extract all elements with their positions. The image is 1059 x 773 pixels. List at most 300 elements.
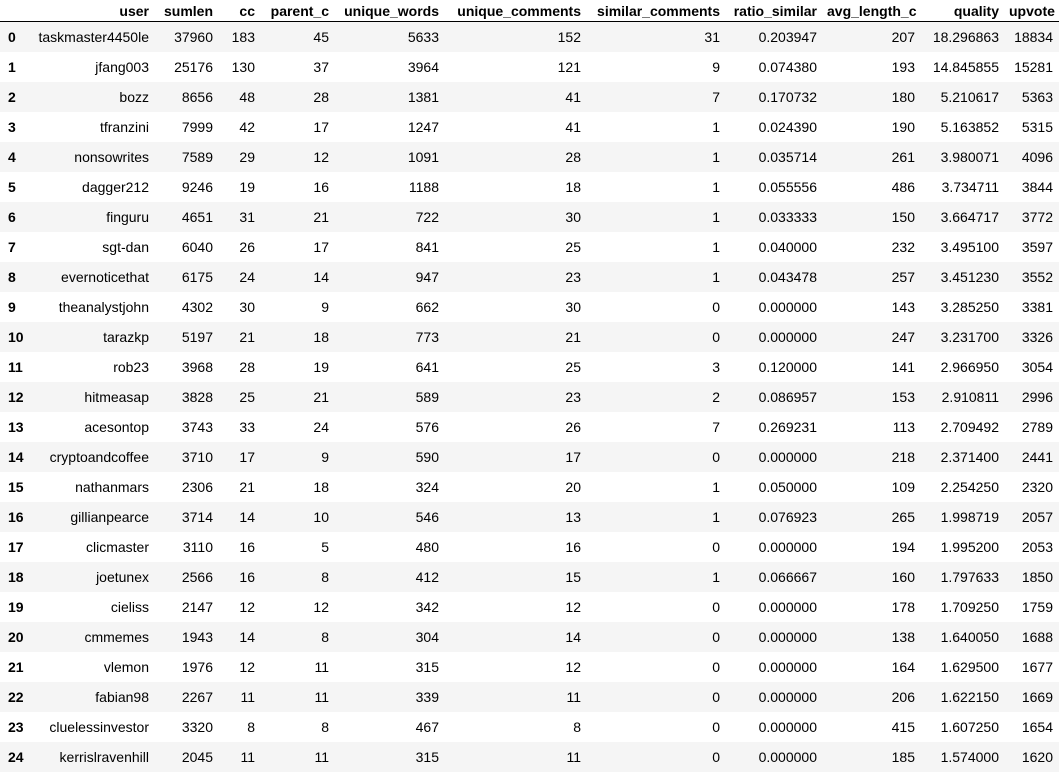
cell-user: rob23 — [113, 359, 149, 375]
table-row — [0, 232, 1059, 262]
cell-sumlen: 3743 — [181, 419, 213, 435]
cell-unique-comments: 11 — [566, 749, 581, 765]
column-header-cc: cc — [219, 0, 261, 22]
cell-avg-length-c: 113 — [892, 419, 915, 435]
cell-unique-comments: 18 — [565, 179, 581, 195]
cell-sumlen: 4302 — [181, 299, 213, 315]
cell-upvote: 2789 — [1021, 419, 1053, 435]
cell-similar-comments: 7 — [712, 89, 720, 105]
row-index: 13 — [8, 419, 24, 435]
cell-avg-length-c: 185 — [891, 749, 915, 765]
cell-unique-comments: 21 — [565, 329, 581, 345]
cell-quality: 3.451230 — [940, 269, 999, 285]
table-row — [0, 472, 1059, 502]
cell-unique-words: 315 — [415, 749, 439, 765]
cell-sumlen: 3320 — [181, 719, 213, 735]
table-row — [0, 292, 1059, 322]
cell-parent-c: 9 — [321, 299, 329, 315]
cell-avg-length-c: 232 — [891, 239, 915, 255]
cell-avg-length-c: 180 — [891, 89, 915, 105]
column-header-upvote: upvote — [1005, 0, 1059, 22]
cell-similar-comments: 0 — [712, 659, 720, 675]
cell-upvote: 1688 — [1021, 629, 1053, 645]
cell-upvote: 3326 — [1021, 329, 1053, 345]
cell-ratio-similar: 0.269231 — [758, 419, 817, 435]
column-header-quality: quality — [921, 0, 1005, 22]
cell-quality: 1.797633 — [940, 569, 999, 585]
cell-sumlen: 6175 — [181, 269, 213, 285]
cell-cc: 183 — [231, 29, 255, 45]
table-row — [0, 742, 1059, 772]
cell-unique-words: 1381 — [407, 89, 439, 105]
cell-ratio-similar: 0.055556 — [758, 179, 817, 195]
cell-unique-words: 773 — [415, 329, 439, 345]
cell-upvote: 3054 — [1021, 359, 1053, 375]
cell-similar-comments: 1 — [712, 509, 720, 525]
cell-parent-c: 14 — [313, 269, 329, 285]
cell-user: kerrislravenhill — [59, 749, 149, 765]
cell-parent-c: 21 — [313, 209, 329, 225]
cell-unique-words: 1188 — [408, 179, 439, 195]
cell-upvote: 1654 — [1021, 719, 1053, 735]
cell-unique-words: 641 — [415, 359, 439, 375]
column-header-user: user — [30, 0, 155, 22]
cell-cc: 26 — [239, 239, 255, 255]
cell-parent-c: 9 — [321, 449, 329, 465]
cell-quality: 2.371400 — [940, 449, 999, 465]
cell-unique-comments: 17 — [565, 449, 581, 465]
cell-unique-comments: 12 — [565, 599, 581, 615]
cell-avg-length-c: 207 — [891, 29, 915, 45]
cell-ratio-similar: 0.000000 — [758, 749, 817, 765]
cell-upvote: 2057 — [1021, 509, 1053, 525]
row-index: 12 — [8, 389, 24, 405]
cell-avg-length-c: 153 — [891, 389, 915, 405]
cell-sumlen: 1976 — [181, 659, 213, 675]
cell-ratio-similar: 0.086957 — [758, 389, 817, 405]
cell-ratio-similar: 0.120000 — [758, 359, 817, 375]
cell-unique-words: 1247 — [407, 119, 439, 135]
cell-user: clicmaster — [85, 539, 149, 555]
cell-unique-words: 315 — [415, 659, 439, 675]
cell-quality: 1.640050 — [940, 629, 999, 645]
table-row — [0, 322, 1059, 352]
cell-similar-comments: 1 — [712, 269, 720, 285]
cell-sumlen: 37960 — [174, 29, 213, 45]
cell-sumlen: 2566 — [181, 569, 213, 585]
row-index: 4 — [8, 149, 16, 165]
cell-quality: 3.231700 — [940, 329, 999, 345]
cell-quality: 1.709250 — [940, 599, 999, 615]
cell-similar-comments: 7 — [712, 419, 720, 435]
cell-quality: 1.629500 — [940, 659, 999, 675]
cell-unique-comments: 16 — [565, 539, 581, 555]
cell-unique-comments: 152 — [557, 29, 581, 45]
cell-similar-comments: 1 — [712, 119, 720, 135]
cell-ratio-similar: 0.000000 — [758, 689, 817, 705]
cell-user: evernoticethat — [61, 269, 149, 285]
cell-parent-c: 16 — [313, 179, 329, 195]
cell-parent-c: 19 — [313, 359, 329, 375]
cell-unique-words: 841 — [415, 239, 439, 255]
cell-cc: 14 — [239, 629, 255, 645]
cell-unique-words: 722 — [415, 209, 439, 225]
cell-upvote: 1759 — [1021, 599, 1053, 615]
row-index: 22 — [8, 689, 24, 705]
cell-sumlen: 3828 — [181, 389, 213, 405]
row-index: 15 — [8, 479, 24, 495]
cell-parent-c: 12 — [313, 599, 329, 615]
table-row — [0, 652, 1059, 682]
row-index: 21 — [8, 659, 24, 675]
cell-quality: 1.998719 — [940, 509, 999, 525]
cell-upvote: 3381 — [1021, 299, 1053, 315]
cell-sumlen: 9246 — [181, 179, 213, 195]
cell-quality: 1.622150 — [940, 689, 999, 705]
cell-sumlen: 5197 — [181, 329, 213, 345]
cell-sumlen: 2306 — [181, 479, 213, 495]
cell-ratio-similar: 0.035714 — [758, 149, 817, 165]
cell-ratio-similar: 0.066667 — [758, 569, 817, 585]
cell-cc: 16 — [239, 569, 255, 585]
cell-ratio-similar: 0.074380 — [758, 59, 817, 75]
cell-cc: 11 — [240, 689, 255, 705]
cell-unique-words: 947 — [415, 269, 439, 285]
cell-unique-words: 662 — [415, 299, 439, 315]
cell-sumlen: 7999 — [181, 119, 213, 135]
cell-similar-comments: 0 — [712, 329, 720, 345]
cell-avg-length-c: 415 — [891, 719, 915, 735]
cell-similar-comments: 0 — [712, 719, 720, 735]
cell-unique-comments: 41 — [565, 89, 581, 105]
cell-unique-comments: 13 — [565, 509, 581, 525]
cell-unique-comments: 30 — [565, 209, 581, 225]
cell-parent-c: 17 — [313, 119, 329, 135]
cell-cc: 17 — [239, 449, 255, 465]
row-index: 9 — [8, 299, 16, 315]
cell-similar-comments: 1 — [712, 209, 720, 225]
cell-cc: 48 — [239, 89, 255, 105]
cell-similar-comments: 1 — [712, 479, 720, 495]
cell-avg-length-c: 164 — [891, 659, 915, 675]
table-row — [0, 172, 1059, 202]
cell-similar-comments: 31 — [704, 29, 720, 45]
cell-user: bozz — [119, 89, 149, 105]
header-row — [0, 0, 1059, 22]
cell-avg-length-c: 486 — [891, 179, 915, 195]
cell-cc: 24 — [239, 269, 255, 285]
cell-avg-length-c: 261 — [891, 149, 915, 165]
cell-avg-length-c: 150 — [891, 209, 915, 225]
cell-user: vlemon — [103, 659, 149, 675]
cell-ratio-similar: 0.040000 — [758, 239, 817, 255]
cell-avg-length-c: 247 — [891, 329, 915, 345]
cell-user: cryptoandcoffee — [49, 449, 149, 465]
cell-similar-comments: 0 — [712, 689, 720, 705]
cell-parent-c: 21 — [313, 389, 329, 405]
cell-unique-words: 1091 — [407, 149, 439, 165]
cell-user: acesontop — [84, 419, 149, 435]
cell-quality: 2.254250 — [940, 479, 999, 495]
table-row — [0, 682, 1059, 712]
row-index: 7 — [8, 239, 16, 255]
cell-ratio-similar: 0.024390 — [758, 119, 817, 135]
cell-cc: 29 — [239, 149, 255, 165]
cell-ratio-similar: 0.000000 — [758, 719, 817, 735]
cell-quality: 2.966950 — [940, 359, 999, 375]
column-header-sumlen: sumlen — [155, 0, 219, 22]
cell-upvote: 1620 — [1021, 749, 1053, 765]
cell-sumlen: 7589 — [181, 149, 213, 165]
cell-user: cmmemes — [84, 629, 149, 645]
column-header-parent-c: parent_c — [261, 0, 335, 22]
cell-unique-words: 467 — [415, 719, 439, 735]
cell-upvote: 2996 — [1021, 389, 1053, 405]
cell-sumlen: 3110 — [182, 539, 213, 555]
cell-unique-words: 412 — [415, 569, 439, 585]
cell-parent-c: 8 — [321, 719, 329, 735]
cell-avg-length-c: 141 — [891, 359, 915, 375]
cell-avg-length-c: 218 — [891, 449, 915, 465]
cell-upvote: 1677 — [1021, 659, 1053, 675]
cell-user: tarazkp — [103, 329, 149, 345]
cell-cc: 130 — [231, 59, 255, 75]
table-row — [0, 262, 1059, 292]
cell-unique-comments: 26 — [565, 419, 581, 435]
cell-similar-comments: 1 — [712, 179, 720, 195]
cell-user: sgt-dan — [102, 239, 149, 255]
cell-upvote: 4096 — [1021, 149, 1053, 165]
table-row — [0, 382, 1059, 412]
cell-unique-words: 304 — [415, 629, 439, 645]
cell-unique-words: 576 — [415, 419, 439, 435]
table-row — [0, 412, 1059, 442]
cell-user: nonsowrites — [74, 149, 149, 165]
table-body — [0, 22, 1059, 773]
column-header-index — [0, 0, 30, 22]
cell-user: finguru — [106, 209, 149, 225]
cell-avg-length-c: 265 — [891, 509, 915, 525]
cell-ratio-similar: 0.000000 — [758, 299, 817, 315]
table-row — [0, 712, 1059, 742]
cell-cc: 21 — [239, 479, 255, 495]
row-index: 6 — [8, 209, 16, 225]
cell-parent-c: 37 — [313, 59, 329, 75]
cell-user: nathanmars — [75, 479, 149, 495]
cell-cc: 12 — [239, 599, 255, 615]
cell-ratio-similar: 0.000000 — [758, 539, 817, 555]
cell-sumlen: 2147 — [181, 599, 213, 615]
cell-ratio-similar: 0.033333 — [758, 209, 817, 225]
cell-parent-c: 28 — [313, 89, 329, 105]
cell-ratio-similar: 0.203947 — [758, 29, 817, 45]
cell-ratio-similar: 0.170732 — [758, 89, 817, 105]
cell-upvote: 3552 — [1021, 269, 1053, 285]
row-index: 19 — [8, 599, 24, 615]
row-index: 1 — [8, 59, 16, 75]
cell-quality: 3.980071 — [940, 149, 999, 165]
row-index: 18 — [8, 569, 24, 585]
row-index: 17 — [8, 539, 24, 555]
cell-quality: 5.163852 — [940, 119, 999, 135]
cell-parent-c: 12 — [313, 149, 329, 165]
cell-user: taskmaster4450le — [38, 29, 149, 45]
cell-parent-c: 11 — [314, 659, 329, 675]
cell-user: dagger212 — [82, 179, 149, 195]
cell-upvote: 3597 — [1021, 239, 1053, 255]
table-row — [0, 22, 1059, 53]
cell-avg-length-c: 190 — [891, 119, 915, 135]
table-row — [0, 202, 1059, 232]
cell-cc: 8 — [247, 719, 255, 735]
cell-upvote: 18834 — [1014, 29, 1053, 45]
cell-upvote: 3844 — [1021, 179, 1053, 195]
cell-user: joetunex — [96, 569, 149, 585]
row-index: 2 — [8, 89, 16, 105]
cell-quality: 14.845855 — [932, 59, 999, 75]
cell-upvote: 5363 — [1021, 89, 1053, 105]
cell-upvote: 3772 — [1021, 209, 1053, 225]
cell-similar-comments: 0 — [712, 629, 720, 645]
cell-unique-comments: 11 — [566, 689, 581, 705]
table-row — [0, 142, 1059, 172]
cell-upvote: 2441 — [1021, 449, 1053, 465]
cell-parent-c: 18 — [313, 329, 329, 345]
cell-sumlen: 8656 — [181, 89, 213, 105]
cell-avg-length-c: 143 — [891, 299, 915, 315]
cell-user: cieliss — [110, 599, 149, 615]
cell-parent-c: 11 — [314, 689, 329, 705]
cell-ratio-similar: 0.076923 — [758, 509, 817, 525]
cell-unique-words: 339 — [415, 689, 439, 705]
cell-quality: 1.574000 — [940, 749, 999, 765]
column-header-unique-comments: unique_comments — [445, 0, 587, 22]
cell-similar-comments: 0 — [712, 299, 720, 315]
cell-ratio-similar: 0.000000 — [758, 329, 817, 345]
cell-unique-comments: 20 — [565, 479, 581, 495]
cell-user: fabian98 — [95, 689, 149, 705]
cell-cc: 12 — [239, 659, 255, 675]
cell-upvote: 2053 — [1021, 539, 1053, 555]
cell-quality: 3.285250 — [940, 299, 999, 315]
cell-quality: 18.296863 — [932, 29, 999, 45]
cell-upvote: 1850 — [1021, 569, 1053, 585]
row-index: 20 — [8, 629, 24, 645]
cell-quality: 1.995200 — [940, 539, 999, 555]
cell-upvote: 5315 — [1021, 119, 1053, 135]
cell-ratio-similar: 0.000000 — [758, 629, 817, 645]
cell-sumlen: 2045 — [181, 749, 213, 765]
cell-cc: 42 — [239, 119, 255, 135]
cell-sumlen: 3968 — [181, 359, 213, 375]
cell-unique-comments: 15 — [565, 569, 581, 585]
row-index: 3 — [8, 119, 16, 135]
table-row — [0, 352, 1059, 382]
cell-unique-words: 546 — [415, 509, 439, 525]
cell-quality: 1.607250 — [940, 719, 999, 735]
cell-quality: 2.910811 — [941, 389, 999, 405]
cell-sumlen: 4651 — [181, 209, 213, 225]
row-index: 16 — [8, 509, 24, 525]
table-header — [0, 0, 1059, 22]
cell-quality: 5.210617 — [940, 89, 999, 105]
cell-unique-words: 324 — [415, 479, 439, 495]
row-index: 14 — [8, 449, 24, 465]
cell-quality: 3.734711 — [941, 179, 999, 195]
cell-similar-comments: 1 — [712, 239, 720, 255]
cell-user: tfranzini — [99, 119, 149, 135]
row-index: 10 — [8, 329, 24, 345]
cell-parent-c: 8 — [321, 629, 329, 645]
cell-user: gillianpearce — [70, 509, 149, 525]
cell-parent-c: 24 — [313, 419, 329, 435]
cell-user: jfang003 — [95, 59, 149, 75]
cell-unique-comments: 8 — [573, 719, 581, 735]
cell-user: cluelessinvestor — [49, 719, 149, 735]
cell-quality: 2.709492 — [940, 419, 999, 435]
row-index: 8 — [8, 269, 16, 285]
cell-avg-length-c: 178 — [891, 599, 915, 615]
table-row — [0, 442, 1059, 472]
cell-sumlen: 6040 — [181, 239, 213, 255]
row-index: 5 — [8, 179, 16, 195]
cell-cc: 11 — [240, 749, 255, 765]
column-header-avg-length-c: avg_length_c — [823, 0, 921, 22]
cell-unique-comments: 23 — [565, 389, 581, 405]
cell-cc: 28 — [239, 359, 255, 375]
cell-avg-length-c: 194 — [891, 539, 915, 555]
cell-similar-comments: 0 — [712, 599, 720, 615]
cell-cc: 16 — [239, 539, 255, 555]
cell-parent-c: 11 — [314, 749, 329, 765]
cell-sumlen: 3710 — [181, 449, 213, 465]
table-row — [0, 622, 1059, 652]
cell-sumlen: 3714 — [181, 509, 213, 525]
cell-unique-words: 3964 — [407, 59, 439, 75]
cell-similar-comments: 0 — [712, 539, 720, 555]
cell-cc: 31 — [239, 209, 255, 225]
cell-similar-comments: 1 — [712, 149, 720, 165]
column-header-ratio-similar: ratio_similar — [726, 0, 823, 22]
cell-unique-comments: 28 — [565, 149, 581, 165]
table-row — [0, 502, 1059, 532]
cell-quality: 3.495100 — [940, 239, 999, 255]
row-index: 0 — [8, 29, 16, 45]
cell-similar-comments: 9 — [712, 59, 720, 75]
cell-unique-words: 589 — [415, 389, 439, 405]
cell-similar-comments: 3 — [712, 359, 720, 375]
cell-unique-comments: 121 — [557, 59, 581, 75]
cell-similar-comments: 2 — [712, 389, 720, 405]
table-row — [0, 592, 1059, 622]
cell-cc: 14 — [239, 509, 255, 525]
cell-avg-length-c: 109 — [891, 479, 915, 495]
cell-similar-comments: 1 — [712, 569, 720, 585]
cell-parent-c: 45 — [313, 29, 329, 45]
cell-upvote: 15281 — [1014, 59, 1053, 75]
cell-unique-comments: 41 — [565, 119, 581, 135]
row-index: 11 — [8, 359, 23, 375]
table-row — [0, 562, 1059, 592]
cell-cc: 25 — [239, 389, 255, 405]
cell-ratio-similar: 0.043478 — [758, 269, 817, 285]
cell-parent-c: 18 — [313, 479, 329, 495]
row-index: 23 — [8, 719, 24, 735]
cell-quality: 3.664717 — [940, 209, 999, 225]
cell-avg-length-c: 257 — [891, 269, 915, 285]
cell-cc: 19 — [239, 179, 255, 195]
cell-unique-comments: 25 — [565, 359, 581, 375]
